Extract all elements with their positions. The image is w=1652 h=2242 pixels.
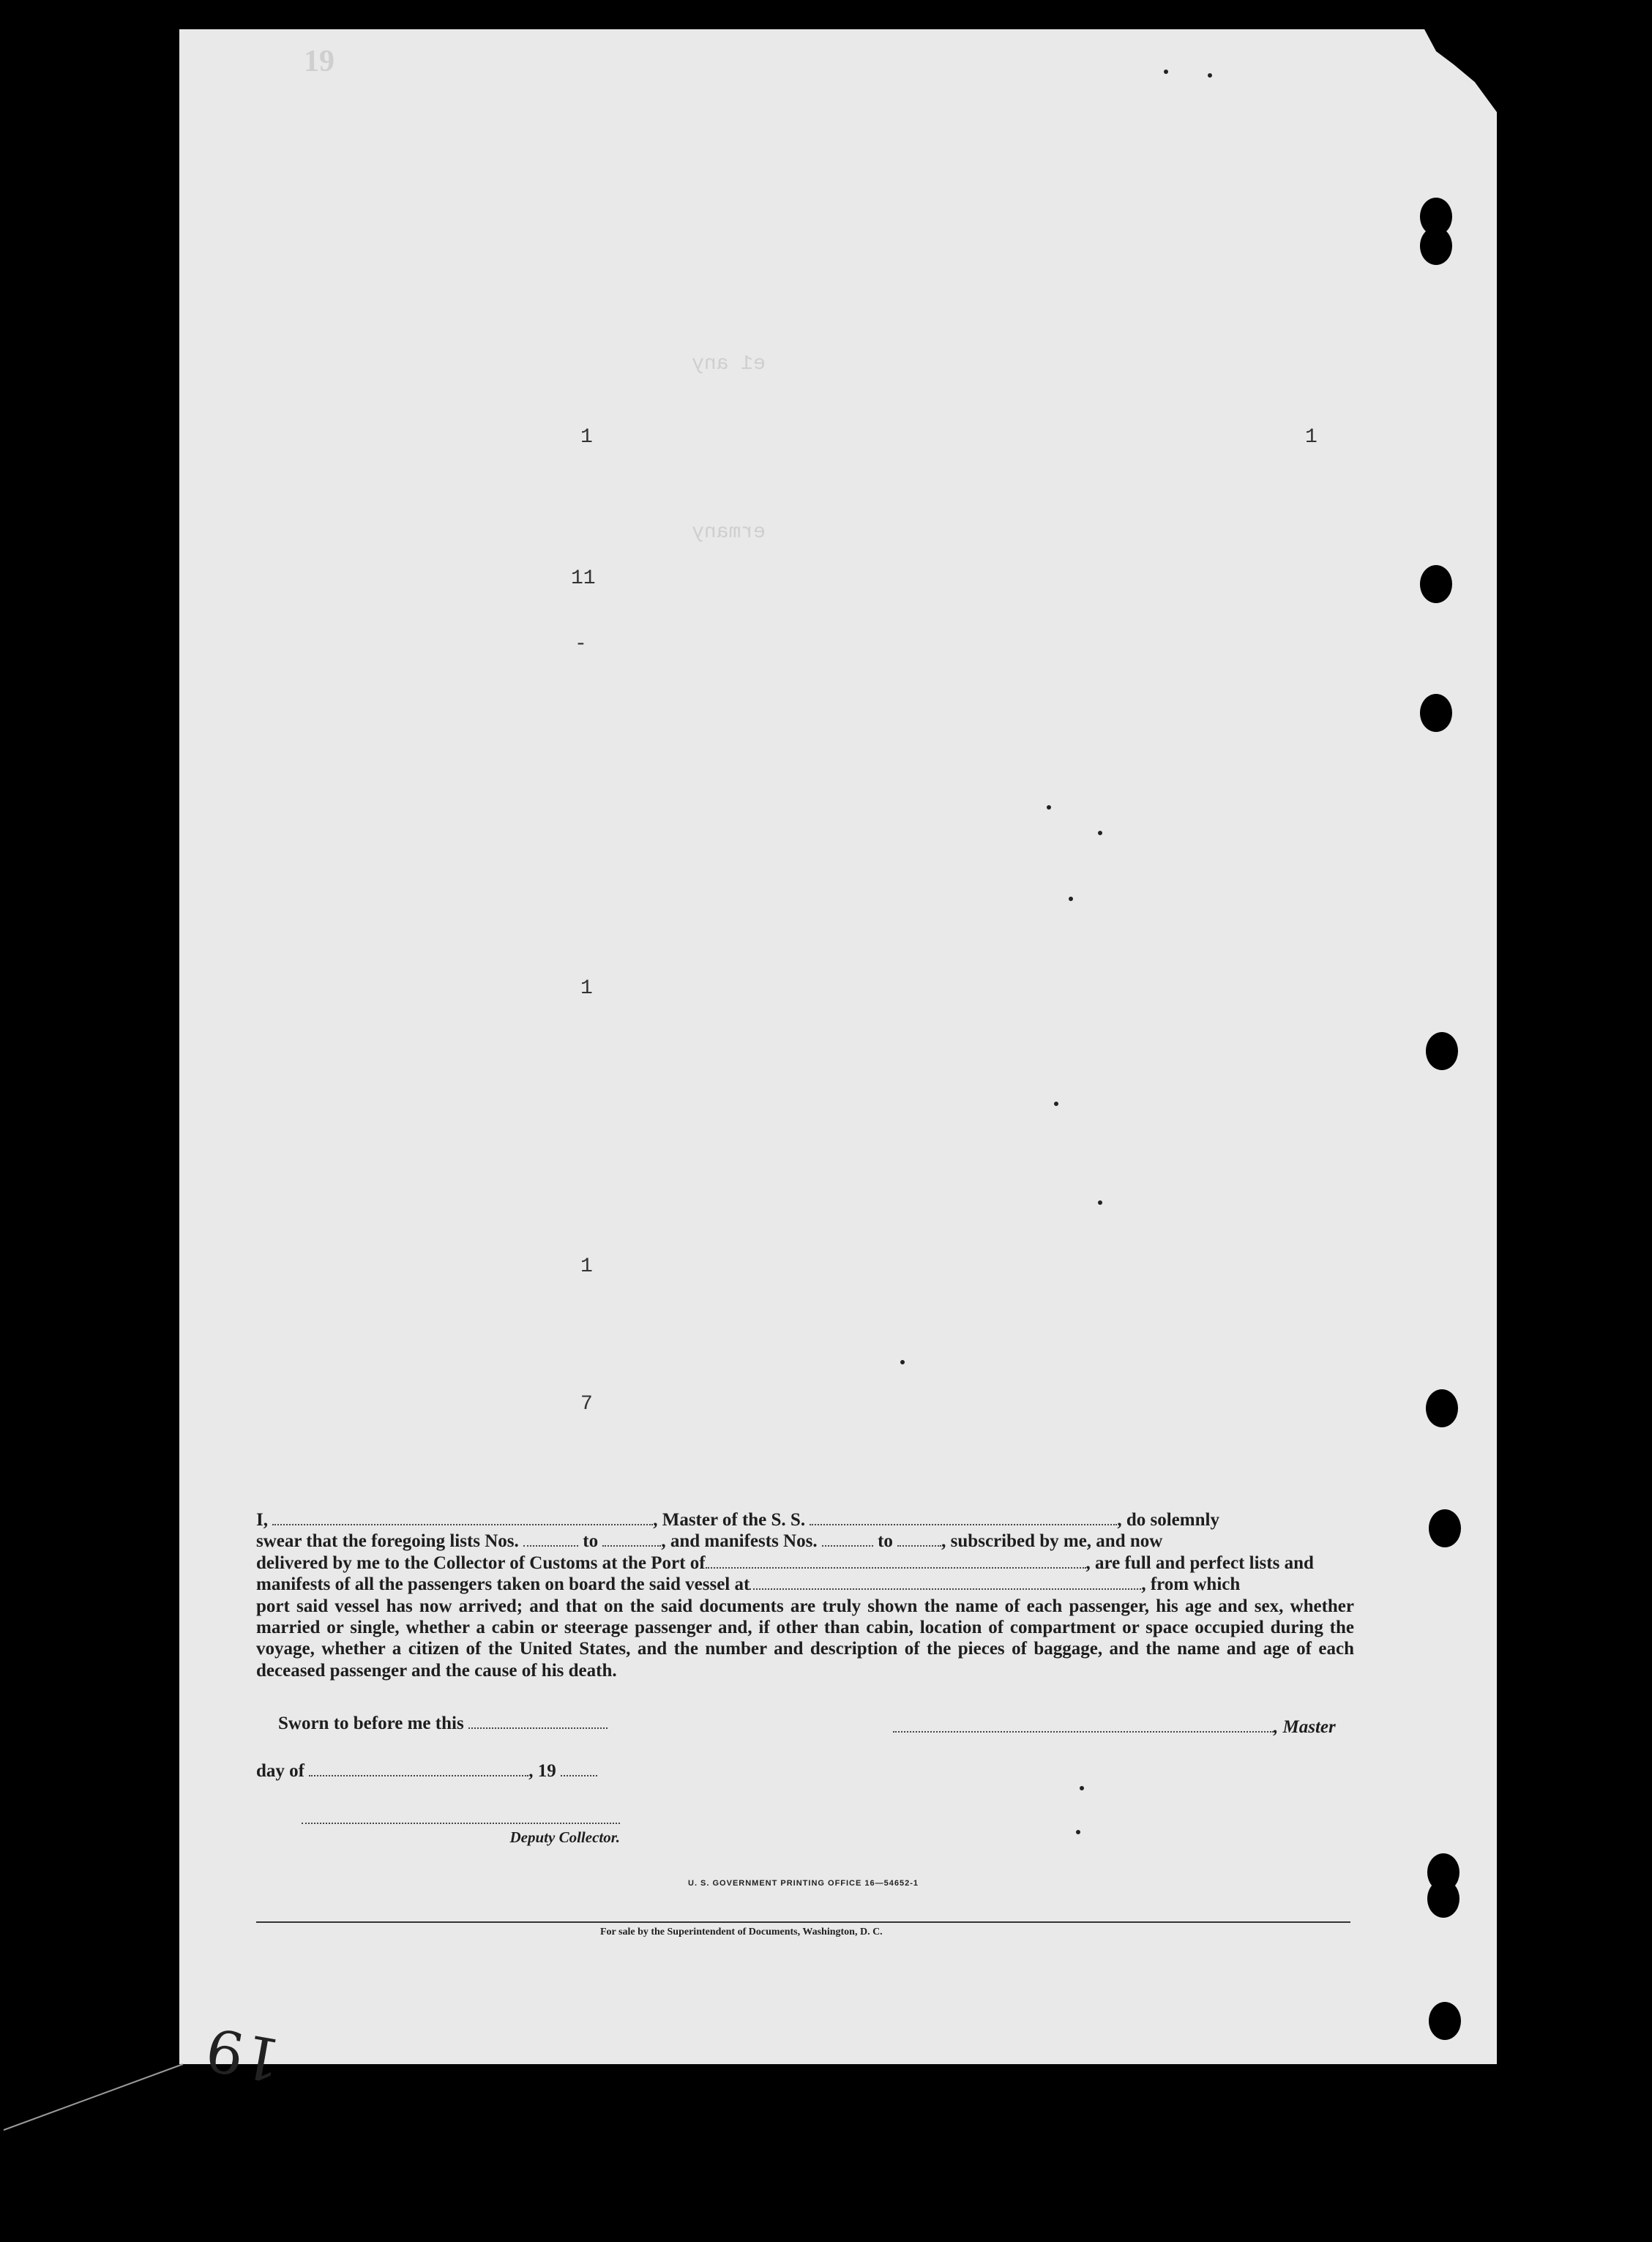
pencil-stroke [0, 2049, 190, 2137]
bleed-through-value: - [575, 633, 587, 656]
ink-dot [1054, 1102, 1058, 1106]
punch-hole [1426, 1032, 1458, 1070]
bleed-through-value: 1 [1305, 426, 1318, 449]
oath-line-4: manifests of all the passengers taken on board the said vessel at , from which [256, 1574, 1241, 1595]
ink-dot [1069, 897, 1073, 901]
ink-dot [1098, 831, 1102, 835]
ink-dot [1208, 73, 1212, 78]
list-to-field[interactable] [602, 1531, 661, 1547]
ink-dot [1076, 1830, 1080, 1834]
manifest-to-field[interactable] [897, 1531, 941, 1547]
bleed-through-value: 1 [580, 426, 593, 449]
year-field[interactable] [561, 1760, 597, 1776]
ink-dot [1080, 1786, 1084, 1790]
master-signature-block [893, 1716, 1336, 1738]
bleed-through-value: 1 [580, 977, 593, 1000]
ink-dot [1047, 805, 1051, 810]
port-field[interactable] [706, 1552, 1086, 1569]
bleed-through-value: 7 [580, 1393, 593, 1416]
punch-hole [1420, 565, 1452, 603]
sworn-label: Sworn to before me this [278, 1714, 464, 1733]
deputy-collector-signature-field[interactable] [302, 1808, 620, 1824]
oath-line-1: I, , Master of the S. S. , do solemnly [256, 1510, 1219, 1530]
handwritten-page-number: 19 [201, 2014, 287, 2095]
oath-body: port said vessel has now arrived; and that on the said documents are truly shown the name of each passenger, his age and sex, whether married or single, whether a cabin or steerage passenger and, if other than cabin, location of compartment or space occupied during the voyage, whether a citizen of the United States, and the number and description of the pieces of baggage, and the name and age of each deceased passenger and the cause of his death. [256, 1596, 1354, 1681]
deputy-collector-block [302, 1808, 620, 1847]
departure-port-field[interactable] [750, 1574, 1141, 1590]
master-signature-field[interactable] [893, 1716, 1274, 1733]
day-block [256, 1760, 597, 1782]
punch-hole [1427, 1880, 1459, 1918]
vessel-name-field[interactable] [810, 1509, 1117, 1525]
deputy-collector-label: Deputy Collector. [509, 1828, 620, 1846]
master-label: , Master [1274, 1717, 1336, 1737]
day-label: day of [256, 1761, 304, 1781]
punch-hole [1420, 694, 1452, 732]
footer-rule [256, 1921, 1350, 1923]
list-from-field[interactable] [523, 1531, 578, 1547]
punch-hole [1426, 1389, 1458, 1427]
year-label: , 19 [528, 1761, 556, 1781]
punch-hole [1429, 2002, 1461, 2040]
faded-page-number: 19 [304, 45, 334, 78]
sworn-block [278, 1713, 608, 1734]
manifest-page [179, 29, 1497, 2064]
bleed-through-text: ermany [692, 521, 766, 544]
for-sale-notice: For sale by the Superintendent of Documents, Washington, D. C. [600, 1927, 883, 1938]
bleed-through-value: 1 [580, 1255, 593, 1278]
bleed-through-text: e1 any [692, 353, 766, 375]
punch-hole [1420, 227, 1452, 265]
ink-dot [900, 1360, 905, 1364]
master-oath [256, 1509, 1354, 1681]
oath-line-3: delivered by me to the Collector of Customs at the Port of , are full and perfect lists and [256, 1552, 1314, 1573]
ink-dot [1164, 70, 1168, 74]
day-field[interactable] [309, 1760, 528, 1776]
ink-dot [1098, 1200, 1102, 1205]
master-name-field[interactable] [272, 1509, 653, 1525]
bleed-through-value: 11 [571, 567, 596, 590]
sworn-date-field[interactable] [468, 1713, 608, 1729]
printing-office-imprint: U. S. GOVERNMENT PRINTING OFFICE 16—54652-1 [688, 1879, 919, 1888]
punch-hole [1429, 1509, 1461, 1547]
oath-line-2: swear that the foregoing lists Nos. to , and manifests Nos. to , subscribed by me, and now [256, 1531, 1163, 1552]
manifest-from-field[interactable] [822, 1531, 873, 1547]
